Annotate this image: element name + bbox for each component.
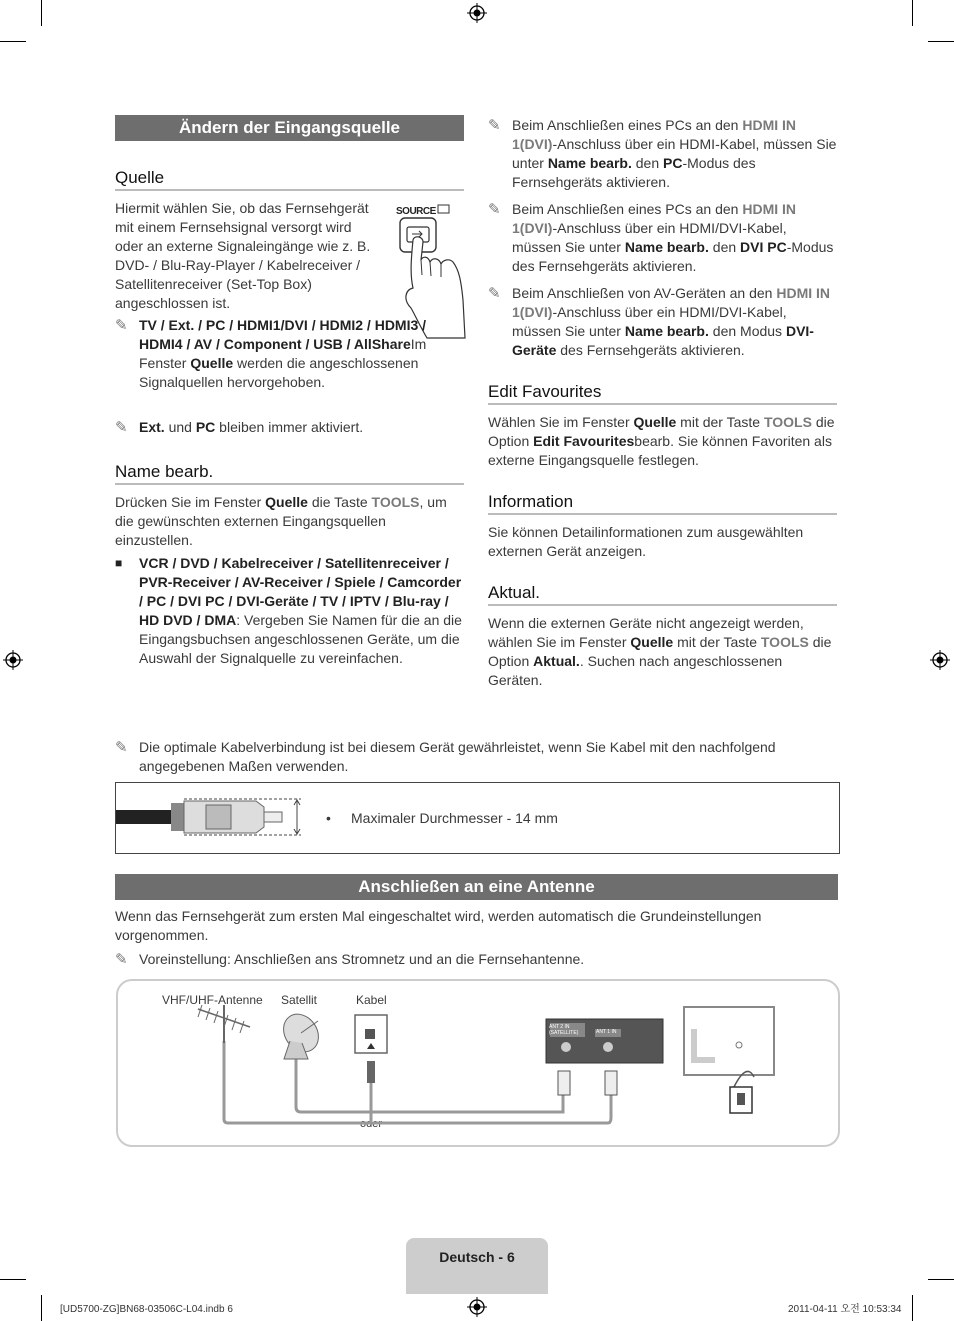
section-title-antenna: Anschließen an eine Antenne bbox=[115, 874, 838, 900]
source-label: SOURCE bbox=[396, 206, 436, 217]
note-quelle-signal: ✎ TV / Ext. / PC / HDMI1/DVI / HDMI2 / HDMI3 / HDMI4 / AV / Component / USB / AllShareIm Fenster Quelle werden die angeschlossenen Signalquellen hervorgehoben. bbox=[115, 317, 427, 390]
note-pencil-icon: ✎ bbox=[115, 419, 128, 436]
heading-information: Information bbox=[488, 492, 837, 515]
note-pencil-icon: ✎ bbox=[488, 201, 501, 218]
cable-diameter-box: • Maximaler Durchmesser - 14 mm bbox=[115, 782, 840, 854]
note-pencil-icon: ✎ bbox=[115, 739, 128, 756]
heading-quelle: Quelle bbox=[115, 168, 464, 191]
label-vhf-uhf: VHF/UHF-Antenne bbox=[162, 993, 263, 1007]
heading-aktual: Aktual. bbox=[488, 583, 837, 606]
crosshair-icon bbox=[3, 650, 23, 670]
note-pencil-icon: ✎ bbox=[115, 317, 128, 334]
crop-mark bbox=[0, 1279, 26, 1280]
name-bearb-description: Drücken Sie im Fenster Quelle die Taste TOOLS, um die gewünschten externen Eingangsquellen einzustellen. bbox=[115, 494, 447, 548]
note-pencil-icon: ✎ bbox=[488, 117, 501, 134]
note-cable-dimensions: ✎ Die optimale Kabelverbindung ist bei diesem Gerät gewährleistet, wenn Sie Kabel mit den nachfolgend angegebenen Maßen verwenden. bbox=[115, 739, 776, 774]
label-oder: oder bbox=[360, 1115, 382, 1134]
aktual-description: Wenn die externen Geräte nicht angezeigt werden, wählen Sie im Fenster Quelle mit der Taste TOOLS die Option Aktual.. Suchen nach angeschlossenen Geräten. bbox=[488, 615, 832, 688]
note-pencil-icon: ✎ bbox=[488, 285, 501, 302]
tv-back-panel-icon bbox=[546, 1007, 774, 1113]
file-info: [UD5700-ZG]BN68-03506C-L04.indb 6 bbox=[60, 1304, 233, 1315]
crop-mark bbox=[912, 1295, 913, 1321]
note-pencil-icon: ✎ bbox=[115, 951, 128, 968]
antenna-connection-diagram bbox=[116, 979, 840, 1147]
bullet-device-names: ■ VCR / DVD / Kabelreceiver / Satellitenreceiver / PVR-Receiver / AV-Receiver / Spiele / Camcorder / PC / DVI PC / DVI-Geräte / TV / IPTV / Blu-ray / HD DVD / DMA: Vergeben Sie Namen für die an die Eingangsbuchsen angeschlossenen Geräte, um die Auswahl der Signalquelle zu vereinfachen. bbox=[115, 555, 462, 666]
crop-mark bbox=[928, 41, 954, 42]
max-diameter-text: Maximaler Durchmesser - 14 mm bbox=[351, 810, 558, 826]
information-description: Sie können Detailinformationen zum ausgewählten externen Gerät anzeigen. bbox=[488, 524, 804, 559]
right-notes bbox=[488, 116, 837, 360]
antenna-icon bbox=[198, 1005, 250, 1043]
note-hdmi-av: ✎ Beim Anschließen von AV-Geräten an den HDMI IN 1(DVI)-Anschluss über ein HDMI/DVI-Kabel, müssen Sie unter Name bearb. den Modus DVI-Geräte des Fernsehgeräts aktivieren. bbox=[488, 285, 831, 358]
port-ant2-label: ANT 2 IN bbox=[549, 1024, 570, 1030]
page-number: Deutsch - 6 bbox=[439, 1249, 515, 1265]
label-kabel: Kabel bbox=[356, 993, 387, 1007]
heading-name-bearb: Name bearb. bbox=[115, 462, 464, 485]
page-tab bbox=[406, 1238, 548, 1294]
heading-edit-favourites: Edit Favourites bbox=[488, 382, 837, 405]
crop-mark bbox=[41, 1295, 42, 1321]
crop-mark bbox=[41, 0, 42, 26]
satellite-dish-icon bbox=[276, 1007, 325, 1059]
section-title-input-source: Ändern der Eingangsquelle bbox=[115, 115, 464, 141]
crop-mark bbox=[0, 41, 26, 42]
square-bullet-icon: ■ bbox=[115, 556, 123, 570]
note-ext-pc: ✎ Ext. und PC bleiben immer aktiviert. bbox=[115, 419, 364, 436]
crop-mark bbox=[928, 1279, 954, 1280]
edit-favourites-description: Wählen Sie im Fenster Quelle mit der Taste TOOLS die Option Edit Favouritesbearb. Sie können Favoriten als externe Eingangsquelle festlegen. bbox=[488, 414, 835, 468]
crosshair-icon bbox=[467, 3, 487, 23]
crosshair-icon bbox=[467, 1297, 487, 1317]
cable-plug-icon bbox=[116, 793, 316, 841]
crop-mark bbox=[912, 0, 913, 26]
antenna-description: Wenn das Fernsehgerät zum ersten Mal eingeschaltet wird, werden automatisch die Grundeinstellungen vorgenommen. bbox=[115, 908, 762, 943]
note-antenna-setup: ✎ Voreinstellung: Anschließen ans Stromnetz und an die Fernsehantenne. bbox=[115, 951, 585, 968]
cable-outlet-icon bbox=[355, 1015, 387, 1083]
crosshair-icon bbox=[930, 650, 950, 670]
note-hdmi-pc: ✎ Beim Anschließen eines PCs an den HDMI IN 1(DVI)-Anschluss über ein HDMI-Kabel, müssen Sie unter Name bearb. den PC-Modus des Fernsehgeräts aktivieren. bbox=[488, 117, 837, 190]
note-hdmi-dvi-pc: ✎ Beim Anschließen eines PCs an den HDMI IN 1(DVI)-Anschluss über ein HDMI/DVI-Kabel, müssen Sie unter Name bearb. den DVI PC-Modus des Fernsehgeräts aktivieren. bbox=[488, 201, 834, 274]
port-ant2-sub: (SATELLITE) bbox=[549, 1030, 579, 1036]
label-satellit: Satellit bbox=[281, 993, 318, 1007]
antenna-wiring-drawing bbox=[118, 981, 834, 1141]
quelle-description: Hiermit wählen Sie, ob das Fernsehgerät mit einem Fernsehsignal versorgt wird oder an externe Signaleingänge wie z. B. DVD- / Blu-Ray-Player / Kabelreceiver / Satellitenreceiver (Set-Top Box) angeschlossen ist. bbox=[115, 200, 371, 311]
port-ant1-label: ANT 1 IN bbox=[596, 1029, 617, 1035]
print-date: 2011-04-11 오전 10:53:34 bbox=[788, 1304, 902, 1315]
